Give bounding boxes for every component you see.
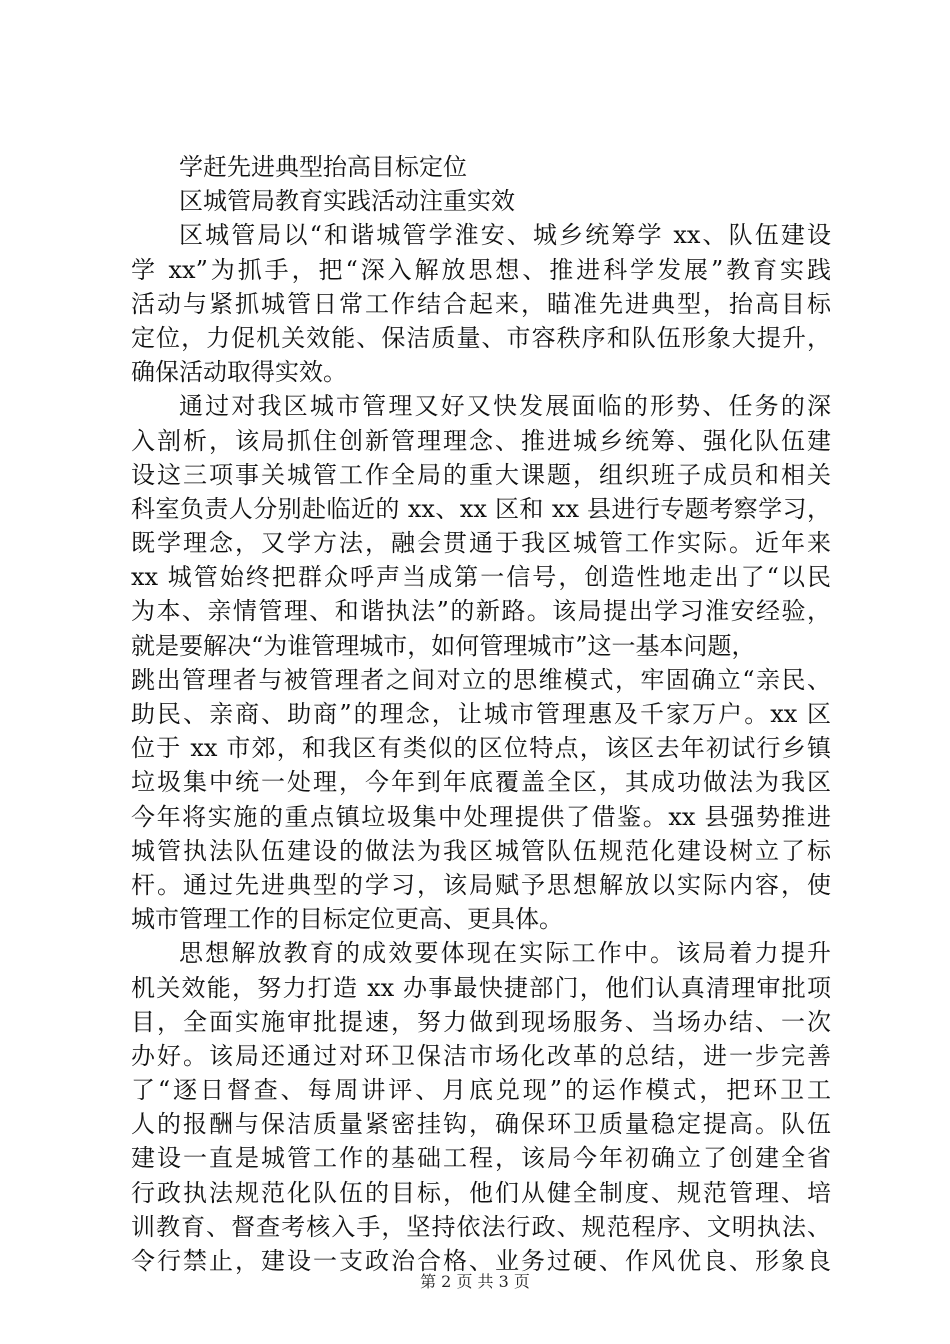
paragraph-line: 机关效能，努力打造 xx 办事最快捷部门，他们认真清理审批项 [131, 973, 831, 1002]
paragraph-line: 定位，力促机关效能、保洁质量、市容秩序和队伍形象大提升， [131, 323, 831, 352]
paragraph-line: 训教育、督查考核入手，坚持依法行政、规范程序、文明执法、 [131, 1212, 831, 1241]
paragraph-line: xx 城管始终把群众呼声当成第一信号，创造性地走出了“以民 [131, 563, 831, 592]
paragraph-line: 活动与紧抓城管日常工作结合起来，瞄准先进典型，抬高目标 [131, 289, 831, 318]
paragraph-line: 助民、亲商、助商”的理念，让城市管理惠及千家万户。xx 区 [131, 700, 831, 728]
document-subtitle: 区城管局教育实践活动注重实效 [179, 187, 515, 216]
paragraph-line: 思想解放教育的成效要体现在实际工作中。该局着力提升 [179, 939, 831, 968]
paragraph-1 [131, 218, 831, 389]
paragraph-line: 行政执法规范化队伍的目标，他们从健全制度、规范管理、培 [131, 1178, 831, 1207]
paragraph-line: 建设一直是城管工作的基础工程，该局今年初确立了创建全省 [131, 1144, 831, 1173]
paragraph-line: 令行禁止，建设一支政治合格、业务过硬、作风优良、形象良 [131, 1247, 831, 1275]
paragraph-line: 为本、亲情管理、和谐执法”的新路。该局提出学习淮安经验， [131, 597, 831, 626]
document-body [131, 150, 831, 1278]
paragraph-line: 区城管局以“和谐城管学淮安、城乡统筹学 xx、队伍建设 [179, 221, 831, 250]
paragraph-line: 垃圾集中统一处理，今年到年底覆盖全区，其成功做法为我区 [131, 768, 831, 797]
page-number-footer: 第 2 页 共 3 页 [420, 1272, 530, 1291]
paragraph-line: 确保活动取得实效。 [131, 358, 347, 387]
paragraph-line: 杆。通过先进典型的学习，该局赋予思想解放以实际内容，使 [131, 870, 831, 899]
paragraph-line: 科室负责人分别赴临近的 xx、xx 区和 xx 县进行专题考察学习， [131, 494, 831, 523]
paragraph-line: 就是要解决“为谁管理城市，如何管理城市”这一基本问题， [131, 631, 756, 660]
paragraph-line: 学 xx”为抓手，把“深入解放思想、推进科学发展”教育实践 [131, 255, 831, 284]
paragraph-line: 通过对我区城市管理又好又快发展面临的形势、任务的深 [179, 392, 831, 421]
paragraph-line: 跳出管理者与被管理者之间对立的思维模式，牢固确立“亲民、 [131, 665, 831, 694]
paragraph-line: 设这三项事关城管工作全局的重大课题，组织班子成员和相关 [131, 460, 831, 489]
paragraph-2 [131, 389, 831, 936]
paragraph-3 [131, 936, 831, 1278]
paragraph-line: 位于 xx 市郊，和我区有类似的区位特点，该区去年初试行乡镇 [131, 734, 831, 763]
paragraph-line: 人的报酬与保洁质量紧密挂钩，确保环卫质量稳定提高。队伍 [131, 1110, 831, 1139]
paragraph-line: 目，全面实施审批提速，努力做到现场服务、当场办结、一次 [131, 1007, 831, 1036]
paragraph-line: 了“逐日督查、每周讲评、月底兑现”的运作模式，把环卫工 [131, 1076, 831, 1105]
document-title: 学赶先进典型抬高目标定位 [179, 153, 467, 181]
paragraph-line: 办好。该局还通过对环卫保洁市场化改革的总结，进一步完善 [131, 1041, 831, 1070]
paragraph-line: 城管执法队伍建设的做法为我区城管队伍规范化建设树立了标 [131, 836, 831, 865]
paragraph-line: 城市管理工作的目标定位更高、更具体。 [131, 905, 563, 934]
paragraph-line: 入剖析，该局抓住创新管理理念、推进城乡统筹、强化队伍建 [131, 426, 831, 455]
paragraph-line: 既学理念，又学方法，融会贯通于我区城管工作实际。近年来 [131, 529, 831, 558]
paragraph-line: 今年将实施的重点镇垃圾集中处理提供了借鉴。xx 县强势推进 [131, 802, 831, 831]
